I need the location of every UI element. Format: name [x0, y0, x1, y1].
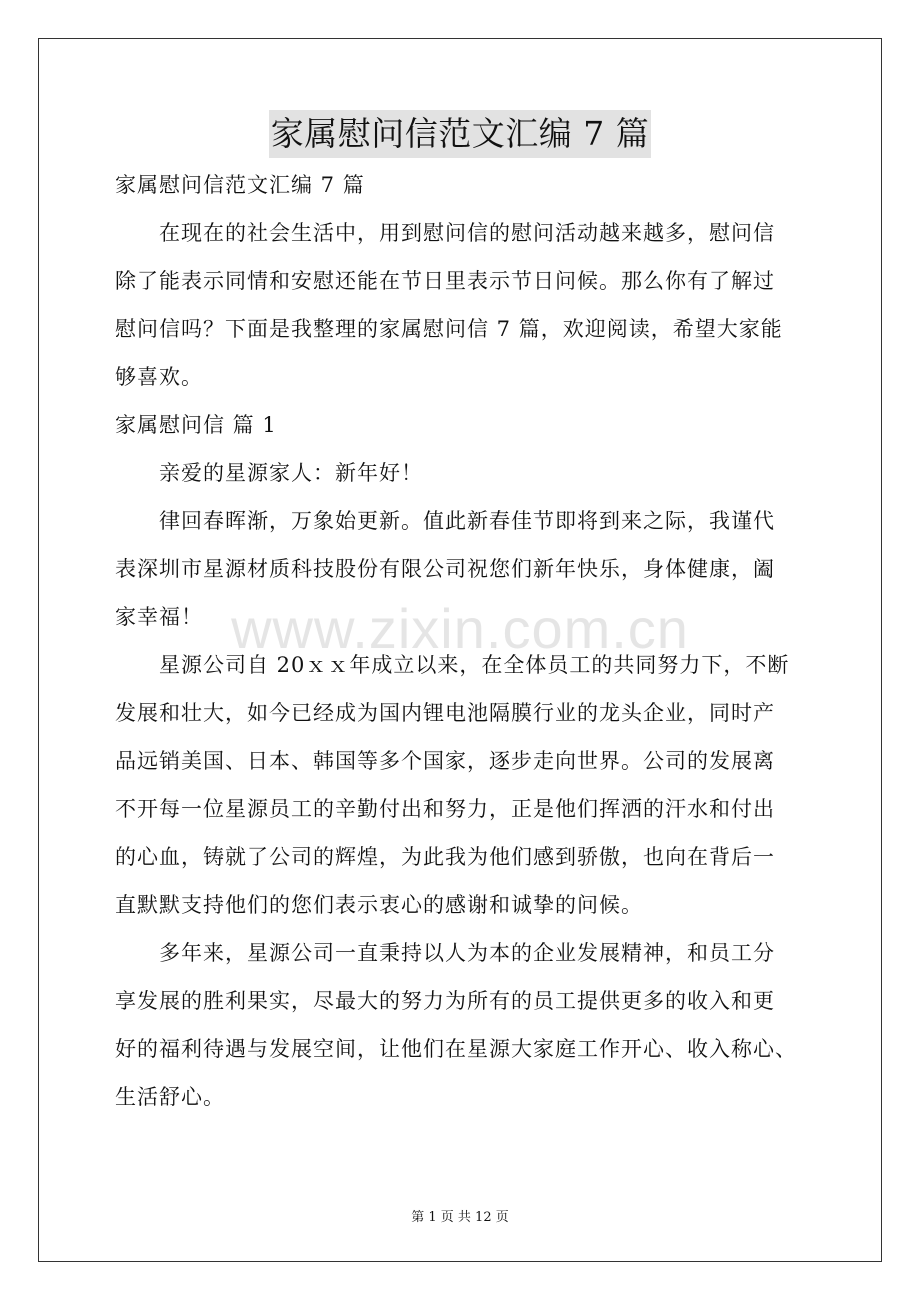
- paragraph-line: 享发展的胜利果实，尽最大的努力为所有的员工提供更多的收入和更: [115, 989, 775, 1013]
- watermark: www.zixin.com.cn: [231, 597, 689, 660]
- paragraph-line: 不开每一位星源员工的辛勤付出和努力，正是他们挥洒的汗水和付出: [115, 797, 775, 821]
- paragraph-line: 律回春晖渐，万象始更新。值此新春佳节即将到来之际，我谨代: [159, 509, 775, 533]
- paragraph-line: 够喜欢。: [115, 365, 203, 389]
- paragraph-line: 家幸福！: [115, 605, 203, 629]
- paragraph-line: 表深圳市星源材质科技股份有限公司祝您们新年快乐，身体健康，阖: [115, 557, 775, 581]
- page-footer: 第 1 页 共 12 页: [411, 1210, 509, 1225]
- paragraph-line: 除了能表示同情和安慰还能在节日里表示节日问候。那么你有了解过: [115, 269, 775, 293]
- paragraph-line: 的心血，铸就了公司的辉煌，为此我为他们感到骄傲，也向在背后一: [115, 845, 775, 869]
- paragraph-line: 慰问信吗？下面是我整理的家属慰问信 7 篇，欢迎阅读，希望大家能: [115, 317, 783, 341]
- paragraph-line: 星源公司自 20ｘｘ年成立以来，在全体员工的共同努力下，不断: [159, 653, 790, 677]
- paragraph-line: 品远销美国、日本、韩国等多个国家，逐步走向世界。公司的发展离: [115, 749, 775, 773]
- paragraph-line: 好的福利待遇与发展空间，让他们在星源大家庭工作开心、收入称心、: [115, 1037, 797, 1061]
- document-title: 家属慰问信范文汇编 7 篇: [269, 110, 651, 158]
- greeting-line: 亲爱的星源家人：新年好！: [159, 461, 423, 485]
- paragraph-line: 多年来，星源公司一直秉持以人为本的企业发展精神，和员工分: [159, 941, 775, 965]
- paragraph-line: 直默默支持他们的您们表示衷心的感谢和诚挚的问候。: [115, 893, 643, 917]
- paragraph-line: 发展和壮大，如今已经成为国内锂电池隔膜行业的龙头企业，同时产: [115, 701, 775, 725]
- paragraph-line: 在现在的社会生活中，用到慰问信的慰问活动越来越多，慰问信: [159, 221, 775, 245]
- section-heading: 家属慰问信 篇 1: [115, 413, 277, 437]
- subtitle-line: 家属慰问信范文汇编 7 篇: [115, 173, 365, 197]
- paragraph-line: 生活舒心。: [115, 1085, 225, 1109]
- title-container: [0, 110, 920, 158]
